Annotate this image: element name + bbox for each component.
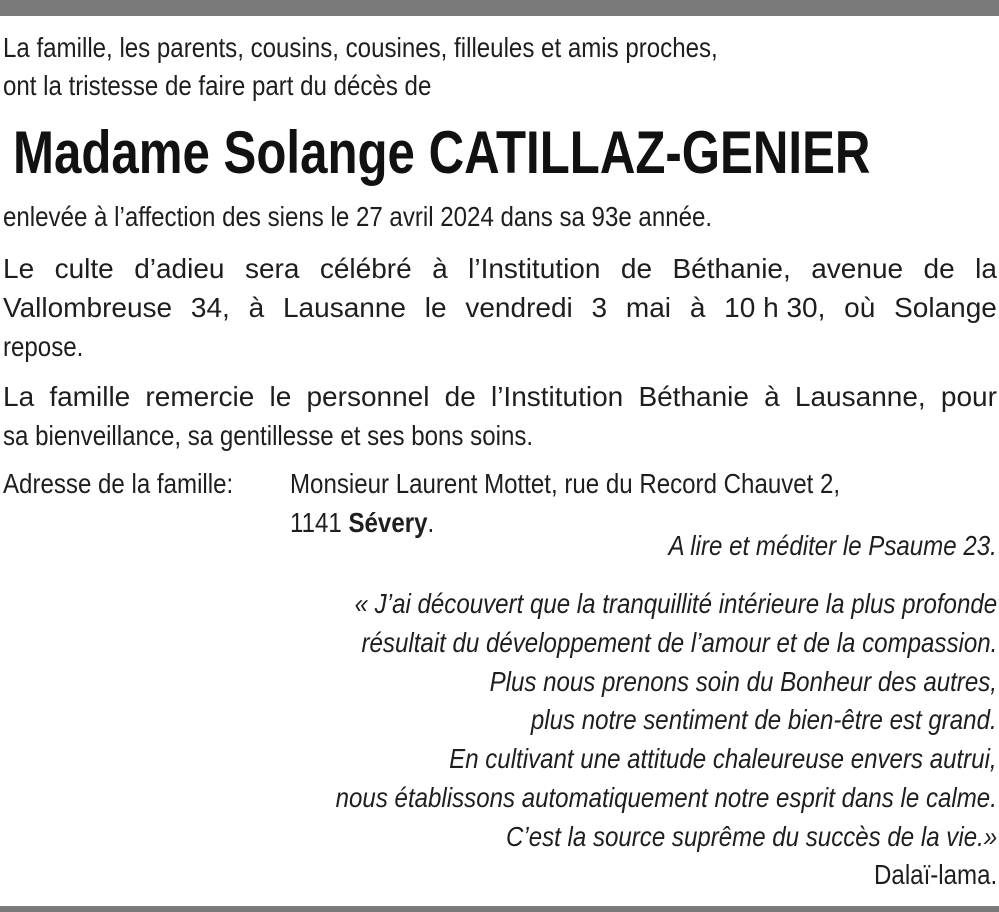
thanks-word: le	[269, 381, 292, 412]
service-word: mai	[625, 292, 672, 323]
service-word: 10 h 30,	[724, 292, 826, 323]
family-address-period: .	[427, 507, 435, 538]
quote-line	[360, 742, 997, 776]
family-address-line-1	[290, 467, 930, 501]
service-word: à	[248, 292, 265, 323]
intro-line-2-text: ont la tristesse de faire part du décès de	[3, 70, 432, 101]
service-line-2	[3, 288, 997, 327]
thanks-word: personnel	[306, 381, 430, 412]
quote-line	[407, 665, 997, 699]
intro-line-2	[3, 69, 501, 103]
psalm-note-text: A lire et méditer le Psaume 23.	[668, 530, 997, 561]
service-line-3	[3, 327, 997, 366]
thanks-word: Béthanie	[638, 381, 749, 412]
thanks-word: à	[764, 381, 780, 412]
service-word: l’Institution	[468, 253, 601, 284]
service-word: célébré	[319, 253, 412, 284]
family-address-postcode: 1141	[290, 507, 342, 538]
intro-line-1	[3, 31, 834, 65]
family-address-line-2-text	[290, 506, 434, 540]
service-word: de	[620, 253, 653, 284]
service-word: avenue	[811, 253, 904, 284]
quote-line	[455, 703, 997, 737]
service-word: où	[844, 292, 876, 323]
family-address-label	[3, 467, 271, 501]
quote-line-text: En cultivant une attitude chaleureuse envers autrui,	[449, 743, 997, 774]
thanks-word: remercie	[145, 381, 255, 412]
service-word: 34,	[190, 292, 230, 323]
service-word: Béthanie,	[672, 253, 791, 284]
quote-line-text: « J’ai découvert que la tranquillité intérieure la plus profonde	[354, 588, 997, 619]
thanks-paragraph	[3, 377, 997, 455]
thanks-word: pour	[940, 381, 997, 412]
quote-line	[228, 781, 997, 815]
quote-line-text: nous établissons automatiquement notre esprit dans le calme.	[335, 782, 997, 813]
thanks-word: famille	[49, 381, 131, 412]
thanks-line-2-text: sa bienveillance, sa gentillesse et ses bons soins.	[3, 420, 534, 451]
family-address-label-text: Adresse de la famille:	[3, 468, 234, 499]
service-word: à	[432, 253, 448, 284]
quote-author	[854, 858, 997, 892]
passing-statement	[3, 200, 828, 234]
quote-line-text: plus notre sentiment de bien-être est grand.	[531, 704, 997, 735]
quote-line	[426, 820, 997, 854]
service-paragraph	[3, 249, 997, 366]
quote-line-text: Plus nous prenons soin du Bonheur des autres,	[489, 666, 997, 697]
family-address-town: Sévery	[348, 507, 428, 538]
service-word: Vallombreuse	[3, 292, 173, 323]
service-word: de	[923, 253, 955, 284]
service-word: culte	[54, 253, 114, 284]
service-word: à	[689, 292, 706, 323]
deceased-name-text: Madame Solange CATILLAZ-GENIER	[13, 119, 871, 186]
passing-statement-text: enlevée à l’affection des siens le 27 avril 2024 dans sa 93e année.	[3, 201, 713, 232]
quote-author-text: Dalaï-lama.	[873, 859, 997, 890]
service-word: vendredi	[465, 292, 573, 323]
quote-line	[250, 587, 997, 621]
service-word: la	[975, 253, 997, 284]
deceased-name	[13, 118, 999, 188]
quote-line-text: C’est la source suprême du succès de la vie.»	[505, 821, 997, 852]
service-word: Solange	[894, 292, 997, 323]
bottom-border-rule	[0, 906, 999, 912]
service-word: le	[424, 292, 447, 323]
thanks-word: l’Institution	[490, 381, 624, 412]
service-word: sera	[244, 253, 300, 284]
thanks-word: La	[3, 381, 35, 412]
intro-line-1-text: La famille, les parents, cousins, cousines, filleules et amis proches,	[3, 32, 718, 63]
thanks-word: Lausanne,	[794, 381, 926, 412]
service-word: 3	[591, 292, 608, 323]
thanks-word: de	[444, 381, 476, 412]
family-address-line-2	[290, 506, 458, 540]
service-line-1	[3, 249, 997, 288]
quote-line	[258, 626, 997, 660]
thanks-line-1	[3, 377, 997, 416]
service-word: d’adieu	[134, 253, 225, 284]
service-line-3-text: repose.	[3, 331, 84, 362]
service-word: Lausanne	[282, 292, 406, 323]
psalm-note	[615, 529, 997, 563]
top-border-rule	[0, 0, 999, 16]
service-word: Le	[3, 253, 35, 284]
quote-line-text: résultait du développement de l’amour et de la compassion.	[361, 627, 997, 658]
family-address-line-1-text: Monsieur Laurent Mottet, rue du Record Chauvet 2,	[290, 468, 841, 499]
thanks-line-2	[3, 416, 997, 455]
